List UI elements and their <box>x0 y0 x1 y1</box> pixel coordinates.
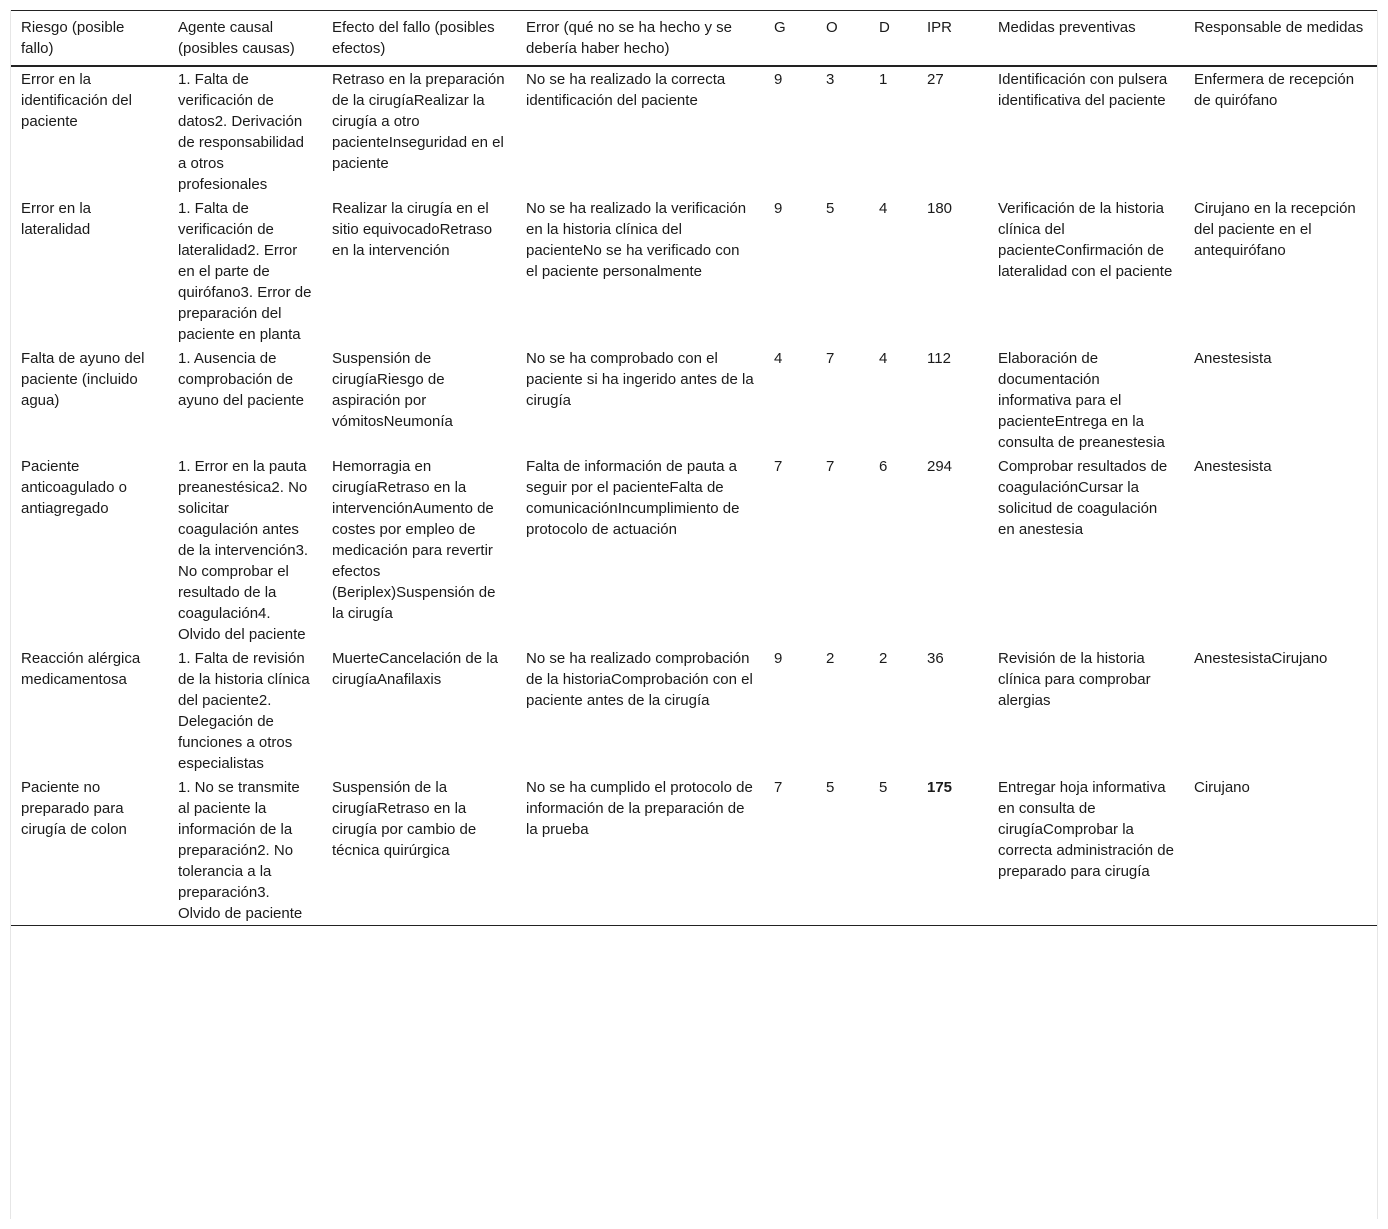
cell-responsable: AnestesistaCirujano <box>1194 650 1328 667</box>
cell-riesgo: Paciente no preparado para cirugía de colon <box>21 779 127 838</box>
cell-d: 5 <box>879 779 888 796</box>
cell-ipr: 294 <box>927 458 953 475</box>
cell-medidas-preventivas: Verificación de la historia clínica del pacienteConfirmación de lateralidad con el paciente <box>998 200 1173 280</box>
cell-o: 5 <box>826 200 835 217</box>
table-row <box>11 66 1377 196</box>
cell-g: 9 <box>774 650 783 667</box>
table-container <box>10 10 1378 1219</box>
table-header <box>11 11 1377 67</box>
cell-agente-causal: 1. Falta de verificación de lateralidad2. Error en el parte de quirófano3. Error de preparación del paciente en planta <box>178 200 312 343</box>
cell-responsable: Anestesista <box>1194 350 1272 367</box>
header-d: D <box>879 19 890 36</box>
header-error: Error (qué no se ha hecho y se debería haber hecho) <box>526 19 732 57</box>
cell-d: 2 <box>879 650 888 667</box>
cell-efecto-fallo: Hemorragia en cirugíaRetraso en la intervenciónAumento de costes por empleo de medicación para revertir efectos (Beriplex)Suspensión de la cirugía <box>332 458 496 622</box>
cell-agente-causal: 1. Ausencia de comprobación de ayuno del paciente <box>178 350 304 409</box>
cell-o: 2 <box>826 650 835 667</box>
cell-d: 4 <box>879 350 888 367</box>
cell-medidas-preventivas: Entregar hoja informativa en consulta de cirugíaComprobar la correcta administración de preparado para cirugía <box>998 779 1174 880</box>
cell-g: 9 <box>774 71 783 88</box>
header-g: G <box>774 19 786 36</box>
header-agente-causal: Agente causal (posibles causas) <box>178 19 295 57</box>
cell-agente-causal: 1. Falta de revisión de la historia clínica del paciente2. Delegación de funciones a otros especialistas <box>178 650 310 772</box>
table-row <box>11 646 1377 775</box>
cell-g: 4 <box>774 350 783 367</box>
table-body <box>11 66 1377 926</box>
cell-ipr: 27 <box>927 71 944 88</box>
cell-error: No se ha realizado comprobación de la historiaComprobación con el paciente antes de la cirugía <box>526 650 753 709</box>
cell-agente-causal: 1. Error en la pauta preanestésica2. No solicitar coagulación antes de la intervención3. No comprobar el resultado de la coagulación4. Olvido del paciente <box>178 458 309 643</box>
cell-medidas-preventivas: Identificación con pulsera identificativa del paciente <box>998 71 1168 109</box>
cell-d: 6 <box>879 458 888 475</box>
cell-d: 4 <box>879 200 888 217</box>
cell-agente-causal: 1. Falta de verificación de datos2. Derivación de responsabilidad a otros profesionales <box>178 71 304 193</box>
cell-responsable: Enfermera de recepción de quirófano <box>1194 71 1355 109</box>
cell-efecto-fallo: Suspensión de cirugíaRiesgo de aspiración por vómitosNeumonía <box>332 350 453 430</box>
table-row <box>11 196 1377 346</box>
header-medidas-preventivas: Medidas preventivas <box>998 19 1136 36</box>
table-row <box>11 454 1377 646</box>
cell-riesgo: Falta de ayuno del paciente (incluido agua) <box>21 350 145 409</box>
table-row <box>11 346 1377 454</box>
cell-responsable: Anestesista <box>1194 458 1272 475</box>
header-row <box>11 11 1377 67</box>
table-row <box>11 775 1377 926</box>
header-riesgo: Riesgo (posible fallo) <box>21 19 125 57</box>
header-responsable: Responsable de medidas <box>1194 19 1364 36</box>
cell-responsable: Cirujano <box>1194 779 1250 796</box>
risk-analysis-table <box>11 10 1377 926</box>
cell-ipr: 180 <box>927 200 953 217</box>
cell-ipr: 112 <box>927 350 951 367</box>
cell-ipr: 36 <box>927 650 944 667</box>
cell-g: 9 <box>774 200 783 217</box>
header-o: O <box>826 19 838 36</box>
cell-riesgo: Error en la identificación del paciente <box>21 71 132 130</box>
cell-o: 7 <box>826 350 835 367</box>
cell-efecto-fallo: Realizar la cirugía en el sitio equivocadoRetraso en la intervención <box>332 200 493 259</box>
cell-riesgo: Reacción alérgica medicamentosa <box>21 650 141 688</box>
cell-o: 5 <box>826 779 835 796</box>
cell-error: Falta de información de pauta a seguir por el pacienteFalta de comunicaciónIncumplimiento de protocolo de actuación <box>526 458 740 538</box>
cell-riesgo: Error en la lateralidad <box>21 200 92 238</box>
cell-o: 7 <box>826 458 835 475</box>
cell-agente-causal: 1. No se transmite al paciente la información de la preparación2. No tolerancia a la preparación3. Olvido de paciente <box>178 779 303 922</box>
cell-medidas-preventivas: Elaboración de documentación informativa para el pacienteEntrega en la consulta de preanestesia <box>998 350 1165 451</box>
cell-riesgo: Paciente anticoagulado o antiagregado <box>21 458 127 517</box>
cell-efecto-fallo: Retraso en la preparación de la cirugíaRealizar la cirugía a otro pacienteInseguridad en el paciente <box>332 71 505 172</box>
cell-efecto-fallo: MuerteCancelación de la cirugíaAnafilaxis <box>332 650 498 688</box>
cell-efecto-fallo: Suspensión de la cirugíaRetraso en la cirugía por cambio de técnica quirúrgica <box>332 779 477 859</box>
cell-ipr: 175 <box>927 779 953 796</box>
cell-error: No se ha cumplido el protocolo de información de la preparación de la prueba <box>526 779 753 838</box>
cell-error: No se ha realizado la verificación en la historia clínica del pacienteNo se ha verificado con el paciente personalmente <box>526 200 747 280</box>
cell-responsable: Cirujano en la recepción del paciente en el antequirófano <box>1194 200 1356 259</box>
cell-g: 7 <box>774 779 783 796</box>
cell-medidas-preventivas: Revisión de la historia clínica para comprobar alergias <box>998 650 1151 709</box>
cell-medidas-preventivas: Comprobar resultados de coagulaciónCursar la solicitud de coagulación en anestesia <box>998 458 1168 538</box>
cell-o: 3 <box>826 71 835 88</box>
cell-error: No se ha comprobado con el paciente si ha ingerido antes de la cirugía <box>526 350 754 409</box>
cell-d: 1 <box>879 71 888 88</box>
header-ipr: IPR <box>927 19 953 36</box>
header-efecto-fallo: Efecto del fallo (posibles efectos) <box>332 19 495 57</box>
cell-error: No se ha realizado la correcta identificación del paciente <box>526 71 726 109</box>
cell-g: 7 <box>774 458 783 475</box>
